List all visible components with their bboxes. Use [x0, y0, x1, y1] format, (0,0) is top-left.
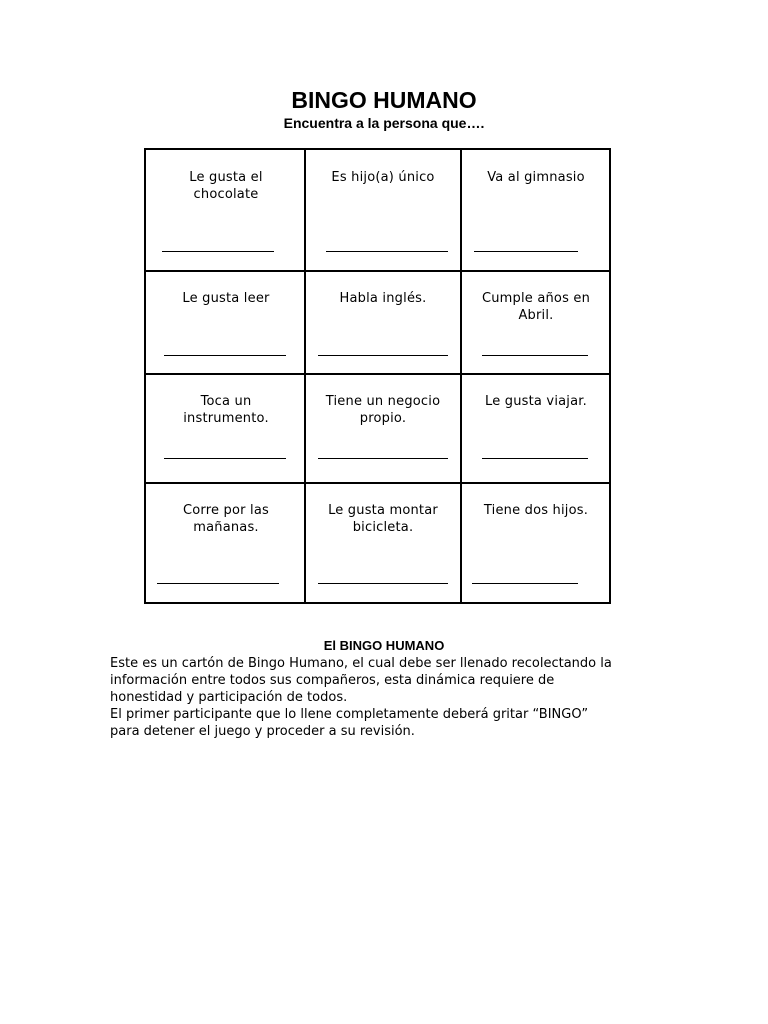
bingo-cell-text: Le gusta el chocolate [189, 170, 263, 202]
bingo-cell-blank[interactable] [482, 355, 588, 356]
grid-line [146, 270, 609, 272]
bingo-cell-text: Toca un instrumento. [183, 394, 269, 426]
grid-line [146, 373, 609, 375]
bingo-cell-blank[interactable] [157, 583, 279, 584]
bingo-cell-blank[interactable] [318, 355, 448, 356]
bingo-cell-text: Corre por las mañanas. [183, 503, 269, 535]
bingo-cell-blank[interactable] [482, 458, 588, 459]
bingo-cell-text: Le gusta leer [182, 291, 270, 306]
bingo-cell-text: Tiene dos hijos. [483, 503, 589, 518]
page-title: BINGO HUMANO [291, 87, 477, 113]
info-line: Este es un cartón de Bingo Humano, el cual debe ser llenado recolectando la [110, 656, 612, 671]
grid-line [146, 482, 609, 484]
bingo-cell-blank[interactable] [318, 583, 448, 584]
info-line: El primer participante que lo llene completamente deberá gritar “BINGO” [110, 707, 589, 722]
bingo-cell-text: Habla inglés. [339, 291, 427, 306]
bingo-cell-blank[interactable] [164, 355, 286, 356]
bingo-cell-text: Es hijo(a) único [331, 170, 435, 185]
bingo-cell-blank[interactable] [318, 458, 448, 459]
bingo-cell-text: Le gusta montar bicicleta. [328, 503, 438, 535]
grid-line [304, 150, 306, 602]
bingo-cell-blank[interactable] [472, 583, 578, 584]
bingo-cell-blank[interactable] [474, 251, 578, 252]
info-line: para detener el juego y proceder a su revisión. [110, 724, 415, 739]
bingo-cell-blank[interactable] [164, 458, 286, 459]
bingo-cell-text: Le gusta viajar. [485, 394, 587, 409]
bingo-cell-text: Tiene un negocio propio. [325, 394, 441, 426]
bingo-card [144, 148, 611, 604]
info-line: honestidad y participación de todos. [110, 690, 348, 705]
info-line: información entre todos sus compañeros, esta dinámica requiere de [110, 673, 555, 688]
bingo-cell-blank[interactable] [326, 251, 448, 252]
info-title: El BINGO HUMANO [323, 638, 445, 653]
bingo-cell-text: Cumple años en Abril. [481, 291, 591, 323]
page-subtitle: Encuentra a la persona que…. [283, 115, 485, 131]
grid-line [460, 150, 462, 602]
bingo-cell-text: Va al gimnasio [487, 170, 585, 185]
bingo-cell-blank[interactable] [162, 251, 274, 252]
